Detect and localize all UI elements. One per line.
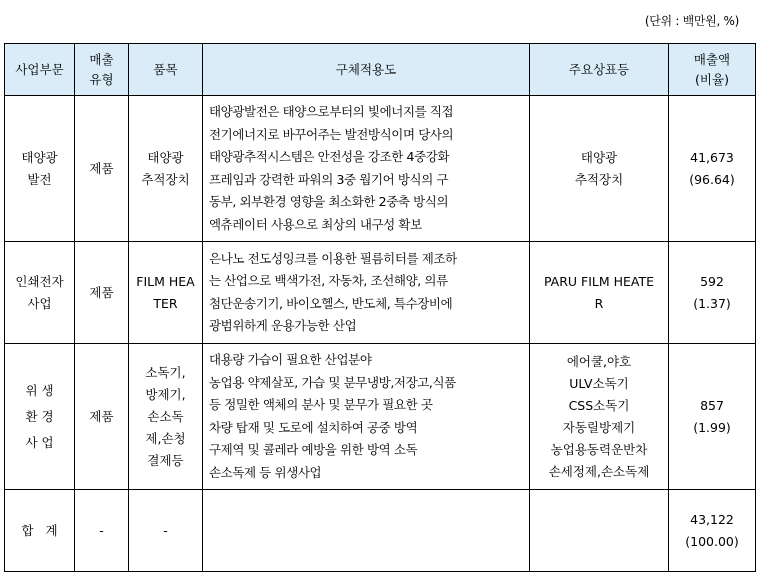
cell-brand <box>530 490 669 572</box>
unit-note: (단위 : 백만원, %) <box>644 14 739 28</box>
sales-table <box>4 43 756 572</box>
header-application: 구체적용도 <box>203 44 530 96</box>
table-row <box>5 344 756 490</box>
cell-brand: 태양광 추적장치 <box>530 96 669 242</box>
cell-division: 합 계 <box>5 490 75 572</box>
cell-brand: PARU FILM HEATE R <box>530 242 669 344</box>
header-sales-type: 매출 유형 <box>75 44 129 96</box>
cell-sales-type: 제품 <box>75 242 129 344</box>
table-row <box>5 242 756 344</box>
cell-division: 태양광 발전 <box>5 96 75 242</box>
header-row <box>5 44 756 96</box>
cell-application <box>203 490 530 572</box>
cell-item: FILM HEA TER <box>129 242 203 344</box>
cell-application: 대용량 가습이 필요한 산업분야 농업용 약제살포, 가습 및 분무냉방,저장고,식품 등 정밀한 액체의 분사 및 분무가 필요한 곳 차량 탑재 및 도로에 설치하여 공중 방역 구제역 및 콜레라 예방을 위한 방역 소독 손소독제 등 위생사업 <box>203 344 530 490</box>
cell-application: 은나노 전도성잉크를 이용한 필름히터를 제조하 는 산업으로 백색가전, 자동차, 조선해양, 의류 첨단운송기기, 바이오헬스, 반도체, 특수장비에 광범위하게 운용가능한 산업 <box>203 242 530 344</box>
header-division: 사업부문 <box>5 44 75 96</box>
header-revenue: 매출액 (비율) <box>669 44 756 96</box>
table-row <box>5 96 756 242</box>
cell-revenue: 43,122 (100.00) <box>669 490 756 572</box>
cell-sales-type: - <box>75 490 129 572</box>
header-brand: 주요상표등 <box>530 44 669 96</box>
cell-brand: 에어쿨,야호 ULV소독기 CSS소독기 자동릴방제기 농업용동력운반차 손세정제,손소독제 <box>530 344 669 490</box>
cell-application: 태양광발전은 태양으로부터의 빛에너지를 직접 전기에너지로 바꾸어주는 발전방식이며 당사의 태양광추적시스템은 안전성을 강조한 4중강화 프레임과 강력한 파워의 3중 웜기어 방식의 구 동부, 외부환경 영향을 최소화한 2중축 방식의 엑츄레이터 사용으로 최상의 내구성 확보 <box>203 96 530 242</box>
cell-item: - <box>129 490 203 572</box>
cell-revenue: 592 (1.37) <box>669 242 756 344</box>
total-row <box>5 490 756 572</box>
cell-revenue: 857 (1.99) <box>669 344 756 490</box>
cell-division: 인쇄전자 사업 <box>5 242 75 344</box>
cell-sales-type: 제품 <box>75 344 129 490</box>
cell-division: 위 생 환 경 사 업 <box>5 344 75 490</box>
cell-revenue: 41,673 (96.64) <box>669 96 756 242</box>
cell-item: 태양광 추적장치 <box>129 96 203 242</box>
cell-item: 소독기, 방제기, 손소독 제,손청 결제등 <box>129 344 203 490</box>
cell-sales-type: 제품 <box>75 96 129 242</box>
header-item: 품목 <box>129 44 203 96</box>
